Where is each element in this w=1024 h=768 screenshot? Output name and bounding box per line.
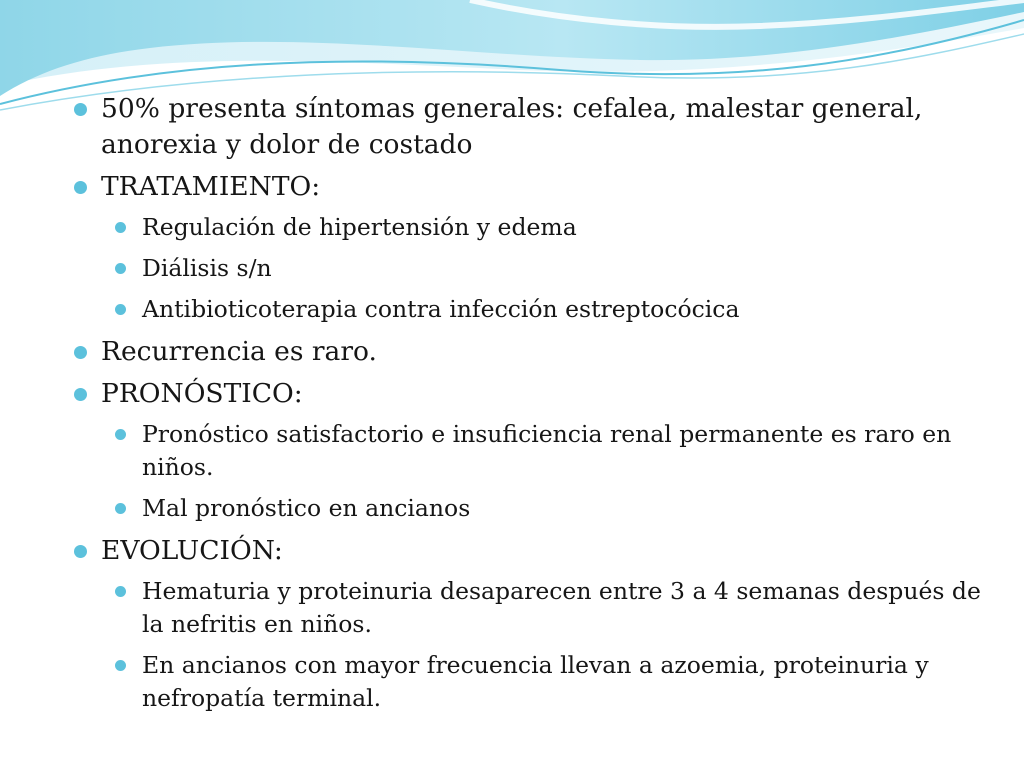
sub-bullet-dot-icon xyxy=(115,222,126,233)
sub-bullet-dot-icon xyxy=(115,660,126,671)
bullet-dot-icon xyxy=(74,346,87,359)
sub-bullet-item xyxy=(101,293,992,326)
sub-bullet-item xyxy=(101,418,992,484)
bullet-outline xyxy=(72,91,992,715)
sub-list xyxy=(101,211,992,326)
sub-bullet-text: Antibioticoterapia contra infección estreptocócica xyxy=(142,295,740,323)
bullet-item-evolution xyxy=(72,533,992,715)
sub-bullet-dot-icon xyxy=(115,586,126,597)
bullet-dot-icon xyxy=(74,103,87,116)
bullet-item-prognosis xyxy=(72,376,992,525)
sub-list xyxy=(101,575,992,715)
sub-bullet-dot-icon xyxy=(115,304,126,315)
sub-bullet-item xyxy=(101,252,992,285)
sub-bullet-dot-icon xyxy=(115,429,126,440)
sub-bullet-text: Diálisis s/n xyxy=(142,254,272,282)
bullet-dot-icon xyxy=(74,181,87,194)
sub-bullet-dot-icon xyxy=(115,263,126,274)
sub-bullet-text: Pronóstico satisfactorio e insuficiencia renal permanente es raro en niños. xyxy=(142,420,952,481)
bullet-dot-icon xyxy=(74,388,87,401)
sub-bullet-text: Mal pronóstico en ancianos xyxy=(142,494,471,522)
bullet-dot-icon xyxy=(74,545,87,558)
sub-bullet-text: En ancianos con mayor frecuencia llevan a azoemia, proteinuria y nefropatía terminal. xyxy=(142,651,929,712)
bullet-text: TRATAMIENTO: xyxy=(101,171,321,202)
sub-bullet-text: Regulación de hipertensión y edema xyxy=(142,213,577,241)
sub-bullet-item xyxy=(101,492,992,525)
sub-list xyxy=(101,418,992,525)
bullet-item-recurrence xyxy=(72,334,992,370)
sub-bullet-text: Hematuria y proteinuria desaparecen entre 3 a 4 semanas después de la nefritis en niños. xyxy=(142,577,981,638)
bullet-text: PRONÓSTICO: xyxy=(101,378,303,409)
bullet-text: EVOLUCIÓN: xyxy=(101,535,283,566)
bullet-item-treatment xyxy=(72,169,992,326)
sub-bullet-item xyxy=(101,575,992,641)
slide-content xyxy=(72,91,992,723)
bullet-text: Recurrencia es raro. xyxy=(101,336,377,367)
bullet-text: 50% presenta síntomas generales: cefalea, malestar general, anorexia y dolor de costado xyxy=(101,93,923,160)
bullet-item-symptoms xyxy=(72,91,992,163)
sub-bullet-item xyxy=(101,649,992,715)
sub-bullet-dot-icon xyxy=(115,503,126,514)
sub-bullet-item xyxy=(101,211,992,244)
